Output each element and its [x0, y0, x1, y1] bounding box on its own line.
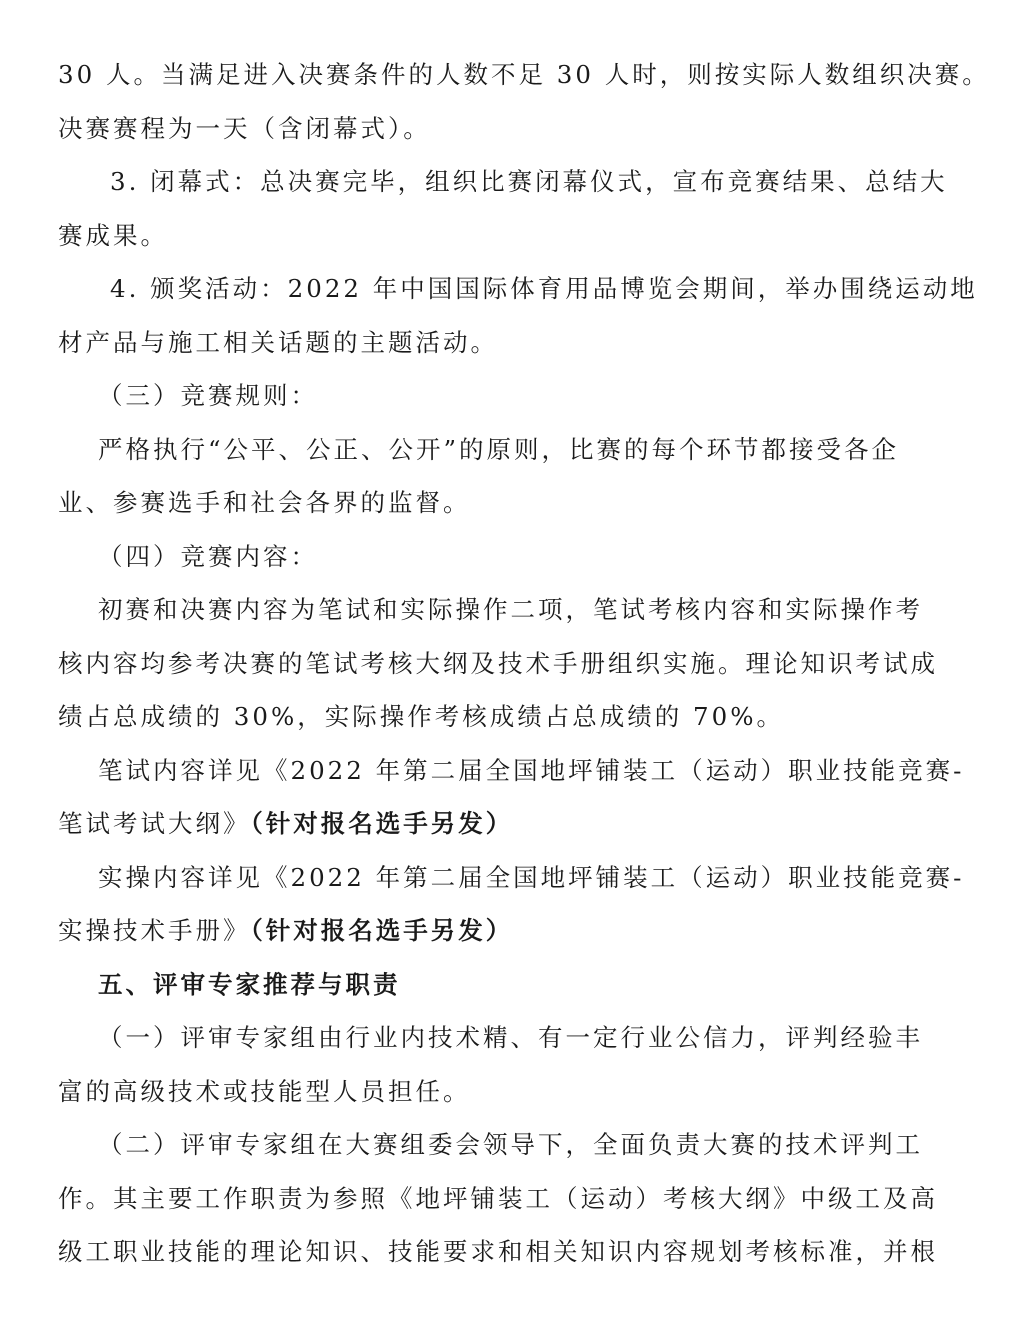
paragraph-expert-group-2: [58, 1118, 954, 1279]
text-line: [58, 904, 954, 958]
text-line: 严格执行“公平、公正、公开”的原则，比赛的每个环节都接受各企: [98, 434, 900, 464]
text-segment: 笔试考试大纲》: [58, 809, 251, 838]
paragraph-written-exam: [58, 744, 965, 851]
text-line: （一）评审专家组由行业内技术精、有一定行业公信力，评判经验丰: [98, 1023, 923, 1052]
text-line: 作。其主要工作职责为参照《地坪铺装工（运动）考核大纲》中级工及高: [58, 1183, 938, 1213]
text-line: 材产品与施工相关话题的主题活动。: [58, 327, 498, 357]
subheading-competition-rules: [58, 369, 954, 423]
paragraph-expert-group-1: [58, 1011, 954, 1118]
text-line: 业、参赛选手和社会各界的监督。: [58, 488, 471, 517]
text-line: （二）评审专家组在大赛组委会领导下，全面负责大赛的技术评判工: [98, 1130, 923, 1159]
text-line: 决赛赛程为一天（含闭幕式）。: [58, 113, 431, 143]
text-line: 核内容均参考决赛的笔试考核大纲及技术手册组织实施。理论知识考试成: [58, 648, 938, 678]
bold-note: （针对报名选手另发）: [250, 916, 514, 945]
subheading-competition-content: [58, 530, 954, 584]
text-line: 实操内容详见《2022 年第二届全国地坪铺装工（运动）职业技能竞赛-: [98, 862, 965, 892]
text-line: （三）竞赛规则：: [98, 381, 318, 410]
paragraph-rules-body: [58, 423, 954, 530]
text-segment: 实操技术手册》: [58, 916, 251, 945]
paragraph-practical-exam: [58, 851, 965, 958]
paragraph-continuation: [58, 48, 990, 155]
text-line: 4. 颁奖活动：2022 年中国国际体育用品博览会期间，举办围绕运动地: [110, 274, 978, 303]
section-heading-experts: [58, 958, 954, 1012]
text-line: 初赛和决赛内容为笔试和实际操作二项，笔试考核内容和实际操作考: [98, 595, 923, 624]
bold-note: （针对报名选手另发）: [250, 809, 514, 838]
text-line: 五、评审专家推荐与职责: [98, 969, 401, 999]
text-line: 富的高级技术或技能型人员担任。: [58, 1076, 471, 1106]
text-line: 3. 闭幕式：总决赛完毕，组织比赛闭幕仪式，宣布竞赛结果、总结大: [110, 167, 948, 196]
paragraph-closing-ceremony: [58, 155, 954, 262]
text-line: 笔试内容详见《2022 年第二届全国地坪铺装工（运动）职业技能竞赛-: [98, 755, 965, 785]
text-line: 绩占总成绩的 30%，实际操作考核成绩占总成绩的 70%。: [58, 702, 784, 731]
text-line: （四）竞赛内容：: [98, 541, 318, 571]
paragraph-award-activity: [58, 262, 978, 369]
text-line: 赛成果。: [58, 220, 168, 250]
paragraph-content-body: [58, 583, 954, 744]
text-line: 级工职业技能的理论知识、技能要求和相关知识内容规划考核标准，并根: [58, 1237, 938, 1266]
text-line: [58, 797, 954, 851]
text-line: 30 人。当满足进入决赛条件的人数不足 30 人时，则按实际人数组织决赛。: [58, 60, 990, 89]
